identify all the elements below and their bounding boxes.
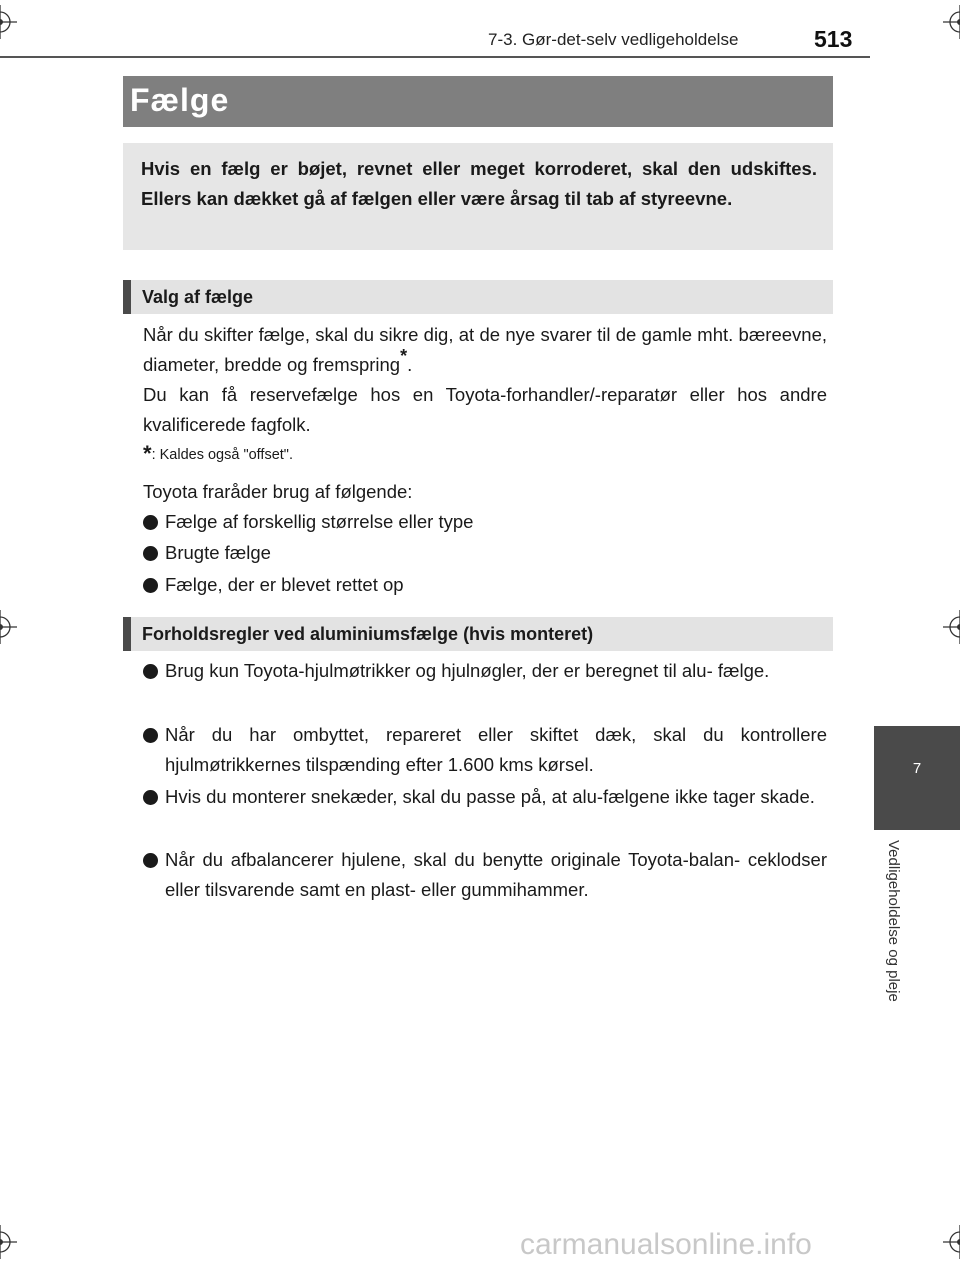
chapter-title-vertical	[880, 840, 910, 1020]
section1-paragraph	[143, 320, 827, 440]
section-heading-aluminium	[123, 617, 833, 651]
list-item	[143, 720, 827, 780]
list-item	[143, 507, 827, 537]
list-item	[143, 570, 827, 600]
footnote-text: : Kaldes også "offset".	[151, 447, 293, 463]
section1-para1: Når du skifter fælge, skal du sikre dig, at de nye svarer til de gamle mht. bæreevne, diameter, bredde og fremspring	[143, 324, 827, 375]
page-number: 513	[814, 26, 853, 52]
list-item	[143, 782, 827, 812]
bullet-icon	[143, 515, 158, 530]
bullet-icon	[143, 853, 158, 868]
bullet-icon	[143, 578, 158, 593]
list-item-text: Fælge af forskellig størrelse eller type	[165, 511, 474, 532]
bullet-icon	[143, 546, 158, 561]
list-item	[143, 845, 827, 905]
section-heading-text: Valg af fælge	[142, 287, 254, 307]
section1-para1-end: .	[407, 354, 413, 375]
page-title: Fælge	[130, 82, 230, 118]
section-heading-valg	[123, 280, 833, 314]
footnote	[143, 439, 293, 465]
bullet-icon	[143, 664, 158, 679]
section-heading-marker	[123, 280, 131, 314]
registration-mark-mid-right-icon	[943, 610, 960, 644]
list-item-text: Når du har ombyttet, repareret eller skiftet dæk, skal du kontrollere hjulmøtrikkernes tilspænding efter 1.600 kms kørsel.	[165, 724, 827, 775]
registration-mark-top-right-icon	[943, 5, 960, 39]
list-item-text: Brugte fælge	[165, 542, 271, 563]
page-title-bar	[123, 76, 833, 127]
registration-mark-bottom-left-icon	[0, 1225, 17, 1259]
section-heading-marker	[123, 617, 131, 651]
registration-mark-bottom-right-icon	[943, 1225, 960, 1259]
bullet-icon	[143, 790, 158, 805]
chapter-number: 7	[912, 760, 922, 777]
list-intro: Toyota fraråder brug af følgende:	[143, 481, 413, 502]
header-section-title: 7-3. Gør-det-selv vedligeholdelse	[488, 30, 739, 49]
list-item-text: Hvis du monterer snekæder, skal du passe på, at alu-fælgene ikke tager skade.	[165, 786, 815, 807]
bullet-icon	[143, 728, 158, 743]
intro-text: Hvis en fælg er bøjet, revnet eller meget korroderet, skal den udskiftes. Ellers kan dækket gå af fælgen eller være årsag til tab af styreevne.	[141, 158, 817, 209]
header-rule	[0, 56, 870, 58]
chapter-title: Vedligeholdelse og pleje	[885, 840, 902, 1002]
list-item	[143, 538, 827, 568]
section1-para2: Du kan få reservefælge hos en Toyota-forhandler/-reparatør eller hos andre kvalificerede fagfolk.	[143, 384, 827, 435]
footnote-star: *	[400, 345, 408, 366]
footnote-star-marker: *	[143, 441, 152, 466]
list-item-text: Fælge, der er blevet rettet op	[165, 574, 404, 595]
section-heading-text: Forholdsregler ved aluminiumsfælge (hvis monteret)	[142, 624, 594, 644]
list-item	[143, 656, 827, 686]
list-item-text: Brug kun Toyota-hjulmøtrikker og hjulnøgler, der er beregnet til alu- fælge.	[165, 660, 770, 681]
registration-mark-mid-left-icon	[0, 610, 17, 644]
watermark: carmanualsonline.info	[520, 1228, 812, 1261]
intro-box	[123, 143, 833, 250]
registration-mark-top-left-icon	[0, 5, 17, 39]
chapter-tab	[874, 726, 960, 830]
list-item-text: Når du afbalancerer hjulene, skal du benytte originale Toyota-balan- ceklodser eller tilsvarende samt en plast- eller gummihammer.	[165, 849, 827, 900]
